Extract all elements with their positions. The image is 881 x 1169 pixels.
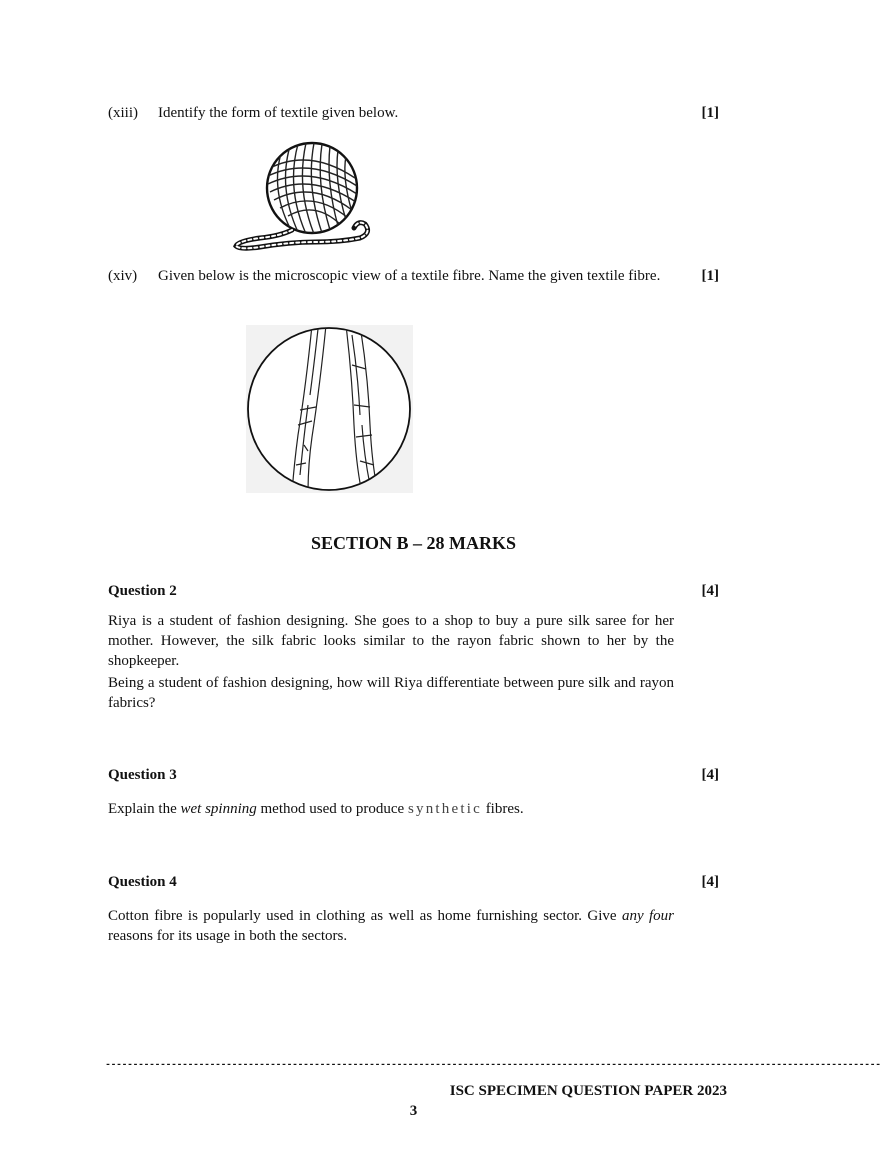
question-xiii-marks: [1] <box>701 105 719 121</box>
question-3-text-part: Explain the <box>108 801 181 817</box>
question-4-emphasis: any four <box>621 908 674 924</box>
question-3-spaced-word: synthetic <box>407 801 482 817</box>
question-3-text-part: fibres. <box>481 801 524 817</box>
question-4-marks: [4] <box>701 874 719 890</box>
question-3-text <box>108 799 674 819</box>
microscopic-fibre-illustration <box>246 325 413 493</box>
question-3-text-part: method used to produce <box>256 801 408 817</box>
question-xiv-marks: [1] <box>701 268 719 284</box>
question-4-text-part: Cotton fibre is popularly used in clothing as well as home furnishing sector. Give <box>108 908 622 924</box>
question-2-paragraph-1: Riya is a student of fashion designing. She goes to a shop to buy a pure silk saree for her mother. However, the silk fabric looks similar to the rayon fabric shown to her by the shopkeeper. <box>108 613 674 669</box>
page-number: 3 <box>409 1103 418 1119</box>
question-2-marks: [4] <box>701 583 719 599</box>
question-4-heading: Question 4 <box>108 874 177 890</box>
question-xiv-text: Given below is the microscopic view of a textile fibre. Name the given textile fibre. <box>158 268 661 284</box>
question-3-marks: [4] <box>701 767 719 783</box>
question-4-text-part: reasons for its usage in both the sectors. <box>108 928 348 944</box>
footer-title: ISC SPECIMEN QUESTION PAPER 2023 <box>449 1083 727 1099</box>
question-3-emphasis: wet spinning <box>180 801 257 817</box>
question-number-xiv: (xiv) <box>108 268 138 284</box>
question-2-paragraph-2: Being a student of fashion designing, how will Riya differentiate between pure silk and rayon fabrics? <box>108 675 674 711</box>
question-number-xiii: (xiii) <box>108 105 138 121</box>
yarn-ball-illustration <box>230 138 375 253</box>
question-4-text <box>108 906 674 946</box>
section-title: SECTION B – 28 MARKS <box>310 533 517 553</box>
question-3-heading: Question 3 <box>108 767 177 783</box>
footer-divider: --------------------------------------------------------------------------------------------------------------------------------------------- <box>105 1060 881 1071</box>
question-xiii-text: Identify the form of textile given below. <box>158 105 399 121</box>
question-2-heading: Question 2 <box>108 583 177 599</box>
